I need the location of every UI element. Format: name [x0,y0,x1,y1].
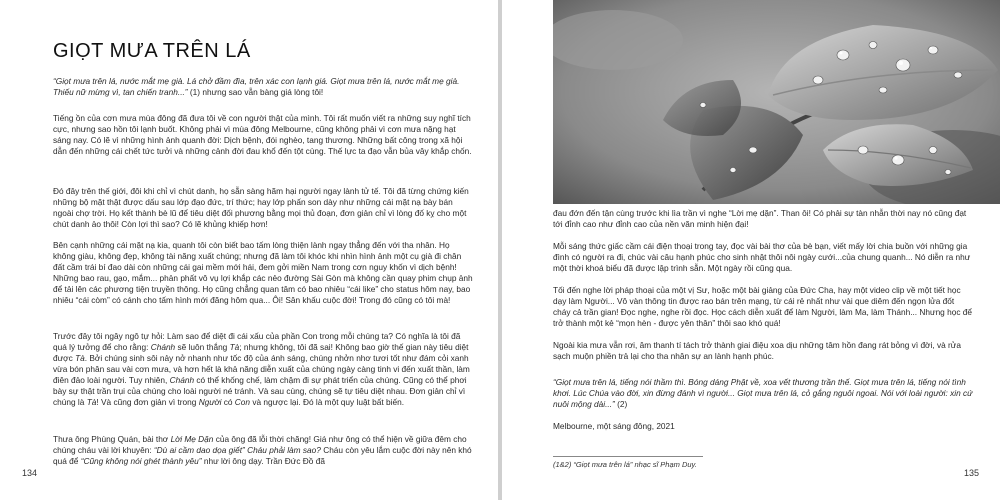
p4-text: Trước đây tôi ngây ngô tự hỏi: Làm sao để diệt đi cái xấu của phần Con trong mỗi chúng ta? Có nghĩa là tôi đã quá lý tưởng để cho rằng: [53,331,461,352]
opening-quote [53,76,473,98]
p4-emph: Tà [75,353,85,363]
paragraph-1: Tiếng ồn của cơn mưa mùa đông đã đưa tôi về con người thật của mình. Tôi rất muốn viết ra những suy nghĩ tích cực, nhưng sao hồn tôi lạnh buốt. Không phải vì mùa đông Melbourne, cũng không phải vì cơn mưa nặng hạt sáng nay. Có lẽ vì những hình ảnh quanh đời: Dịch bệnh, đói nghèo, tang thương. Những bất công trong xã hội dẫn đến những cái chết tức tưởi và những cảnh đời đau khổ đến tột cùng. Thế lực ta đạo vẫn bủa vây khắp chốn. [53,113,472,156]
closing-quote [553,377,973,410]
paragraph-4 [53,331,473,408]
p5-emph: “Cũng không nói ghét thành yêu” [80,456,202,466]
p4-emph: Tà [229,342,240,352]
p5-text: Thưa ông Phùng Quán, bài thơ [53,434,171,444]
page-title: GIỌT MƯA TRÊN LÁ [53,40,251,62]
left-page [0,0,498,500]
p4-text: có thể khống chế, làm chậm đi sự phát triển của chúng. Cũng có thể phơi bày sự thật trần trụi của chúng cho loài người né tránh. Và sau cùng, chúng sẽ tự tiêu diệt nhau. Đơn giản chỉ vì chúng là [53,375,467,407]
p4-emph: Con [234,397,251,407]
paragraph-2: Đó đây trên thế giới, đôi khi chỉ vì chút danh, họ sẵn sàng hãm hại người ngay lành tử tế. Tôi đã từng chứng kiến những bộ mặt thật được dấu sau lớp đạo đức, trí thức; hay lớp phấn son dày như những cái mặt nạ bày bán ngoài chợ trời. Họ kết thành bè lũ để tiêu diệt đối phương bằng mọi thủ đoạn, đơn giản chỉ vì lòng đố kỵ cho một chút danh ảo thôi! Còn lợi thì sao? Có lẽ khủng khiếp hơn! [53,186,469,229]
paragraph-r4: Ngoài kia mưa vẫn rơi, âm thanh tí tách trở thành giai điệu xoa dịu những tâm hồn đang rát bỏng vì đời, và rửa sạch muộn phiền trả lại cho tha nhân sự an lành hạnh phúc. [553,340,961,361]
p4-text: ; nhưng không, tôi đã sai! Không bao giờ thế gian này tiêu diệt được [53,342,469,363]
page-number-right: 135 [964,468,980,478]
p4-text: ! Và cũng đơn giản vì trong [96,397,199,407]
signoff: Melbourne, một sáng đông, 2021 [553,421,675,431]
p5-text: của ông đã lỗi thời chăng! Giá như ông có thể hiện về giữa đêm cho chúng cháu vài lời khuyên: [53,434,467,455]
footnote: (1&2) “Giọt mưa trên lá” nhạc sĩ Phạm Duy. [553,460,697,469]
leaf-raindrops-photo [553,0,1000,204]
photo-illustration [553,0,1000,204]
p4-emph: Chánh [150,342,176,352]
quote-italic: “Giọt mưa trên lá, nước mắt mẹ già. Lá chở đầm đìa, trên xác con lạnh giá. Giọt mưa trên lá, nước mắt mẹ già. Thiếu nữ mừng vì, tan chiến tranh...” [53,76,460,97]
closing-quote-tail: (2) [614,399,628,409]
paragraph-3: Bên cạnh những cái mặt nạ kia, quanh tôi còn biết bao tấm lòng thiện lành ngay thẳng đến với tha nhân. Họ không giàu, không đẹp, không tài năng xuất chúng; nhưng đã làm tôi khóc khi nhìn hình ảnh một cụ già đi chân đất cầm trái bí đao dài còn những cái gai mềm mới hái, đem gởi miền Nam trong cơn nguy khốn vì dịch bệnh! Những bao rau, gạo, mắm... phản phất vô vụ lợi khắp các nẻo đường Sài Gòn mà không cần quay phim chụp ảnh để tải lên các phương tiện truyền thông. Họ cũng chẳng quan tâm có bao nhiêu “cái like” cho status hôm nay, bao nhiêu “cái còm” có cánh cho tấm hình mới đăng hôm qua... Ôi! Sân khấu cuộc đời! Trong đó cũng có tôi mà! [53,240,473,305]
p5-text: Cháu còn yêu lắm cuộc đời này nên khó quá để [53,445,472,466]
p4-emph: Tà [86,397,97,407]
p4-emph: Người [198,397,222,407]
paragraph-r2: Mỗi sáng thức giấc cầm cái điện thoại trong tay, đọc vài bài thơ của bè bạn, viết mấy lời chia buồn với những gia đình có người ra đi, chúc vài câu hạnh phúc cho sinh nhật thôi nôi ngày cưới...của chung quanh... Nó diễn ra như một thời khoá biểu đã được lập trình sẵn. Một ngày rồi cũng qua. [553,241,971,273]
p4-text: sẽ luôn thắng [175,342,230,352]
page-number-left: 134 [22,468,38,478]
p4-emph: Chánh [169,375,195,385]
quote-tail: (1) nhưng sao vẫn bàng giá lòng tôi! [187,87,324,97]
p4-text: có [221,397,235,407]
p4-text: . Bởi chúng sinh sôi nảy nở nhanh như tốc độ của ánh sáng, chúng nhởn nhơ tươi tốt như đám cỏi xanh vừa bón phân sau vài cơn mưa, và hơn hết là khả năng diễn xuất của chúng ngày càng tinh vi đến xuất thần, làm điên đảo loài người. Tuy nhiên, [53,353,470,385]
paragraph-5 [53,434,473,467]
closing-quote-italic: “Giọt mưa trên lá, tiếng nói thầm thì. Bóng dáng Phật về, xoa vết thương trần thế. Giọt mưa trên lá, tiếng nói tình khơi. Lúc Chúa vào đời, xin đừng đánh vì người... Giọt mưa trên lá, cỏ gắng nguôi ngoai. Nói với loài người: xin cứ nuôi mộng dài...” [553,377,973,409]
paragraph-r1: đau đớn đến tận cùng trước khi lìa trần vì nghe “Lời mẹ dặn”. Than ôi! Có phải sự tàn nhẫn thời nay nó cũng đạt tới đỉnh cao như đỉnh cao của nền văn minh hiện đại! [553,208,967,229]
right-page [502,0,1000,500]
p5-text: như lời ông dạy. Trần Đức Đồ đã [201,456,325,466]
paragraph-r3: Tối đến nghe lời pháp thoại của một vị Sư, hoặc một bài giảng của Đức Cha, hay một video clip về một tiết học dạy làm Người... Vô vàn thông tin được rao bán trên mạng, từ cái rẻ nhất như vài que diêm đến ngọn lửa đốt cháy cả trần gian! Đọc nghe, nghe rồi đọc. Học cách diễn xuất để làm Người, làm Ma, làm Thánh... Nhưng học để trở thành một kẻ “mọn hèn - được yên thân” thôi sao khó quá! [553,285,973,328]
p5-emph: “Dù ai cầm dao dọa giết” Cháu phải làm sao? [153,445,321,455]
p5-emph: Lời Mẹ Dặn [170,434,214,444]
footnote-rule [553,456,703,457]
p4-text: và ngược lại. Đó là một quy luật bất biến. [250,397,404,407]
